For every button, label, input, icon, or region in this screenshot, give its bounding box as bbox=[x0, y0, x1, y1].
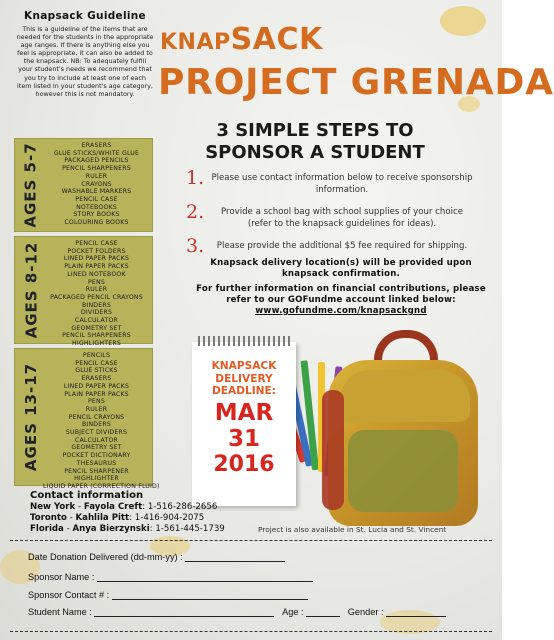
supply-item: PENS bbox=[88, 278, 105, 286]
guideline-body: This is a guideline of the items that are needed for the students in the appropriate age ranges. If there is anything else you feel is appropriate, it can also be added to the knapsack. NB: To adequately fulfill your student's needs we recommend that you try to include at least one of each item listed in your student's age category, however this is not mandatory. bbox=[16, 25, 154, 98]
student-name-label: Student Name : bbox=[28, 607, 92, 617]
paint-splatter bbox=[440, 6, 486, 36]
date-field[interactable] bbox=[185, 552, 285, 562]
gofundme-link[interactable]: www.gofundme.com/knapsackgnd bbox=[255, 306, 427, 316]
title-knap: KNAP bbox=[160, 30, 231, 55]
supply-item: ERASERS bbox=[81, 142, 112, 149]
form-row-student bbox=[28, 607, 446, 617]
supply-item: PENCIL SHARPENERS bbox=[62, 332, 131, 340]
form-row-date bbox=[28, 552, 285, 562]
form-row-sponsor-contact bbox=[28, 590, 308, 600]
supply-item: RULER bbox=[85, 286, 108, 294]
step-1 bbox=[186, 168, 476, 196]
supply-item: LINED NOTEBOOK bbox=[67, 270, 126, 278]
supply-item: COLOURING BOOKS bbox=[64, 219, 129, 227]
age-box-13-17 bbox=[14, 348, 160, 490]
supply-item: GLUE STICKS bbox=[75, 367, 118, 375]
title-sack: SACK bbox=[230, 22, 323, 57]
supply-item: DIVIDERS bbox=[80, 309, 113, 317]
title-knapsack bbox=[160, 22, 323, 57]
form-row-sponsor-name bbox=[28, 572, 313, 582]
calendar-line-3: DEADLINE: bbox=[211, 385, 277, 397]
step-number: 1. bbox=[186, 167, 205, 189]
supply-list bbox=[43, 142, 150, 227]
sponsor-contact-field[interactable] bbox=[112, 590, 308, 600]
age-label: AGES 8-12 bbox=[22, 241, 41, 339]
supply-item: PENS bbox=[88, 398, 105, 406]
delivery-line-1: Knapsack delivery location(s) will be provided upon knapsack confirmation. bbox=[210, 258, 472, 279]
supply-item: BINDERS bbox=[82, 301, 111, 309]
sponsor-contact-label: Sponsor Contact # : bbox=[28, 590, 110, 600]
step-3 bbox=[186, 236, 476, 256]
supply-item: LIQUID PAPER (CORRECTION FLUID) bbox=[43, 482, 160, 490]
supply-item: WASHABLE MARKERS bbox=[61, 188, 132, 196]
supply-item: PENCIL CASE bbox=[75, 240, 118, 247]
calendar-line-2: DELIVERY bbox=[215, 372, 273, 385]
steps-heading-line-2: SPONSOR A STUDENT bbox=[205, 142, 425, 163]
contact-line: New York - Fayola Creft: 1-516-286-2656 bbox=[30, 502, 218, 512]
contact-heading: Contact information bbox=[30, 490, 144, 501]
supply-item: GEOMETRY SET bbox=[71, 324, 122, 332]
supply-item: PENCIL CASE bbox=[75, 359, 118, 367]
steps-heading bbox=[190, 120, 440, 164]
supply-item: RULER bbox=[85, 172, 108, 180]
supply-item: CALCULATOR bbox=[74, 436, 119, 444]
supply-item: PENCIL CRAYONS bbox=[68, 413, 125, 421]
supply-item: PENCIL CASE bbox=[75, 195, 118, 203]
supply-item: POCKET FOLDERS bbox=[67, 247, 126, 255]
age-box-5-7 bbox=[14, 138, 153, 232]
supply-item: BINDERS bbox=[82, 421, 111, 429]
backpack-illustration bbox=[318, 330, 496, 526]
supply-item: PENCIL SHARPENER bbox=[64, 467, 129, 475]
step-2 bbox=[186, 202, 476, 230]
supply-item: HIGHLIGHTERS bbox=[72, 340, 121, 348]
step-text: Please use contact information below to receive sponsorship information. bbox=[211, 173, 473, 195]
supply-item: GLUE STICKS/WHITE GLUE bbox=[53, 149, 140, 157]
knapsack-guideline bbox=[16, 10, 154, 98]
supply-item: PLAIN PAPER PACKS bbox=[64, 390, 129, 398]
age-label: Age : bbox=[282, 607, 304, 617]
steps-heading-line-1: 3 SIMPLE STEPS TO bbox=[216, 120, 414, 141]
supply-item: CALCULATOR bbox=[74, 317, 119, 325]
calendar-rings bbox=[198, 336, 290, 346]
supply-item: STORY BOOKS bbox=[73, 211, 120, 219]
gender-field[interactable] bbox=[386, 607, 446, 617]
supply-item: GEOMETRY SET bbox=[71, 444, 122, 452]
age-field[interactable] bbox=[306, 607, 340, 617]
deadline-month: MAR bbox=[214, 399, 274, 426]
supply-item: LINED PAPER PACKS bbox=[63, 382, 130, 390]
contact-line: Florida - Anya Bierzynski: 1-561-445-1739 bbox=[30, 524, 225, 534]
supply-item: PENCIL SHARPENERS bbox=[62, 165, 131, 173]
supply-list bbox=[43, 352, 160, 491]
date-label: Date Donation Delivered (dd-mm-yy) : bbox=[28, 552, 183, 562]
also-available-note: Project is also available in St. Lucia and St. Vincent bbox=[258, 525, 447, 534]
supply-item: LINED PAPER PACKS bbox=[63, 255, 130, 263]
age-label: AGES 5-7 bbox=[22, 142, 41, 228]
age-box-8-12 bbox=[14, 236, 153, 348]
delivery-line-2: For further information on financial contributions, please refer to our GOFundme account linked below: bbox=[196, 284, 486, 305]
deadline-year: 2016 bbox=[213, 451, 275, 477]
supply-item: THESAURUS bbox=[76, 459, 117, 467]
age-label: AGES 13-17 bbox=[22, 362, 41, 472]
supply-item: PENCILS bbox=[82, 352, 111, 359]
step-text: Provide a school bag with school supplies of your choice (refer to the knapsack guidelines for ideas). bbox=[220, 207, 464, 229]
supply-item: POCKET DICTIONARY bbox=[62, 452, 131, 460]
deadline-calendar bbox=[192, 336, 296, 506]
supply-list bbox=[43, 240, 150, 348]
delivery-info bbox=[196, 258, 486, 317]
calendar-line-1: KNAPSACK bbox=[211, 360, 277, 372]
contact-line: Toronto - Kahlila Pitt: 1-416-904-2075 bbox=[30, 513, 205, 523]
deadline-day: 31 bbox=[227, 425, 260, 452]
supply-item: NOTEBOOKS bbox=[76, 203, 117, 211]
cut-line bbox=[10, 631, 492, 632]
student-name-field[interactable] bbox=[94, 607, 274, 617]
cut-line bbox=[10, 540, 492, 541]
supply-item: CRAYONS bbox=[81, 180, 112, 188]
supply-item: SUBJECT DIVIDERS bbox=[65, 429, 128, 437]
step-number: 2. bbox=[186, 201, 205, 223]
supply-item: PACKAGED PENCIL CRAYONS bbox=[50, 293, 143, 301]
sponsor-name-label: Sponsor Name : bbox=[28, 572, 95, 582]
supply-item: PACKAGED PENCILS bbox=[64, 157, 129, 165]
contact-information bbox=[30, 490, 280, 535]
supply-item: HIGHLIGHTER bbox=[74, 475, 119, 483]
supply-item: RULER bbox=[85, 405, 108, 413]
gender-label: Gender : bbox=[347, 607, 384, 617]
guideline-title: Knapsack Guideline bbox=[24, 10, 146, 22]
step-number: 3. bbox=[186, 235, 205, 257]
supply-item: PLAIN PAPER PACKS bbox=[64, 263, 129, 271]
sponsor-name-field[interactable] bbox=[97, 572, 313, 582]
step-text: Please provide the additional $5 fee required for shipping. bbox=[216, 241, 468, 251]
title-project-grenada: PROJECT GRENADA bbox=[158, 62, 554, 103]
supply-item: ERASERS bbox=[81, 375, 112, 383]
